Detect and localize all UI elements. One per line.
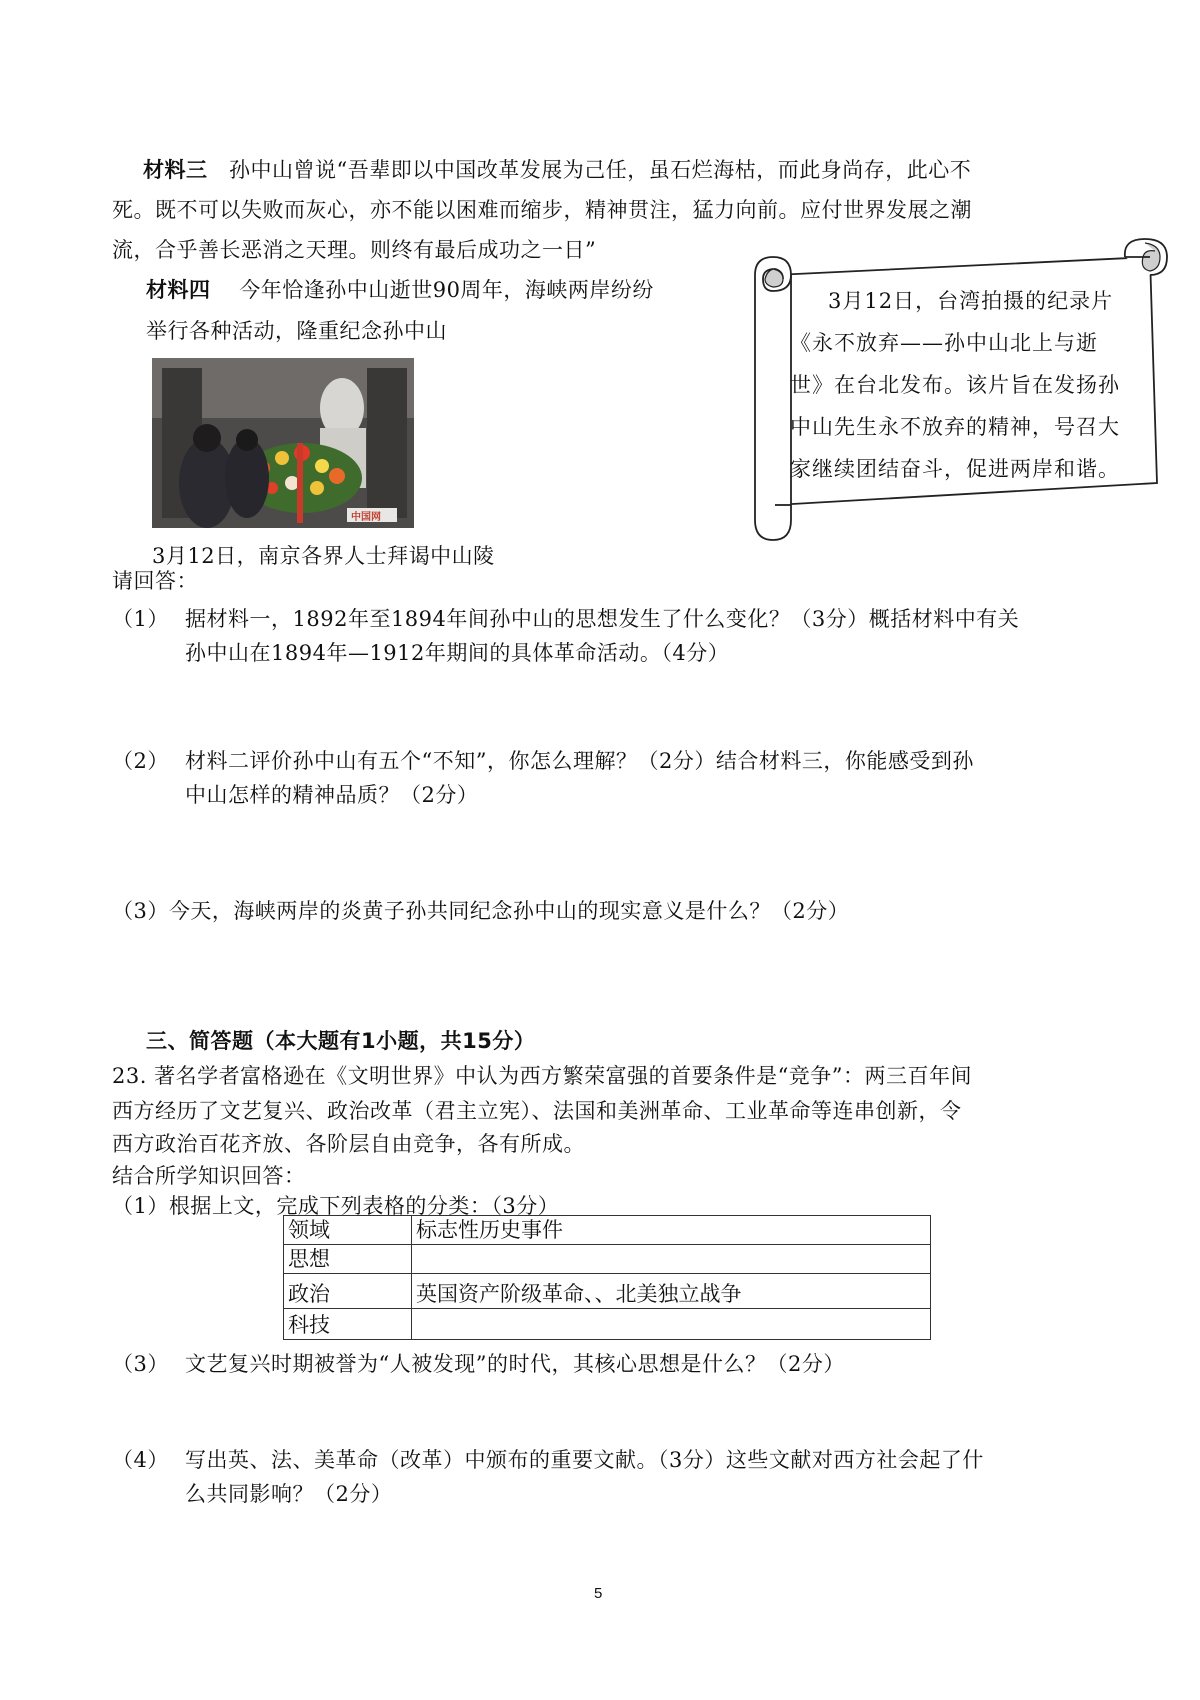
- q22-q1-num: （1）: [112, 607, 169, 631]
- q23-line1: 23. 著名学者富格逊在《文明世界》中认为西方繁荣富强的首要条件是“竞争”：两三百年间: [112, 1064, 973, 1088]
- table-row: [284, 1309, 931, 1340]
- table-cell: 思想: [284, 1245, 412, 1274]
- memorial-photo-illustration: [152, 358, 414, 528]
- scroll-line3: 世》在台北发布。该片旨在发扬孙: [790, 373, 1120, 397]
- q22-q2-line2: 中山怎样的精神品质？（2分）: [185, 783, 479, 807]
- material3-line1: 材料三 孙中山曾说“吾辈即以中国改革发展为己任，虽石烂海枯，而此身尚存，此心不: [143, 158, 972, 182]
- scroll-line4: 中山先生永不放弃的精神，号召大: [790, 415, 1120, 439]
- table-header-cell: 标志性历史事件: [412, 1216, 931, 1245]
- q23-q3: 文艺复兴时期被誉为“人被发现”的时代，其核心思想是什么？（2分）: [185, 1352, 845, 1376]
- q23-line3: 西方政治百花齐放、各阶层自由竞争，各有所成。: [112, 1132, 585, 1156]
- scroll-line1: 3月12日，台湾拍摄的纪录片: [828, 289, 1114, 313]
- material3-label: 材料三: [143, 158, 208, 182]
- q22-prompt: 请回答：: [112, 569, 198, 593]
- q23-q3-num: （3）: [112, 1352, 169, 1376]
- scroll-line2: 《永不放弃——孙中山北上与逝: [790, 331, 1098, 355]
- table-row: [284, 1245, 931, 1274]
- q22-q3: （3）今天，海峡两岸的炎黄子孙共同纪念孙中山的现实意义是什么？（2分）: [112, 899, 850, 923]
- photo-watermark: 中国网: [351, 512, 381, 523]
- q23-q4-line2: 么共同影响？（2分）: [185, 1482, 393, 1506]
- scroll-text: [790, 280, 1170, 490]
- q22-q1-line1: 据材料一，1892年至1894年间孙中山的思想发生了什么变化？（3分）概括材料中有关: [185, 607, 1020, 631]
- q23-q4-line1: 写出英、法、美革命（改革）中颁布的重要文献。（3分）这些文献对西方社会起了什: [185, 1448, 984, 1472]
- scroll-line5: 家继续团结奋斗，促进两岸和谐。: [790, 457, 1120, 481]
- q23-q4-num: （4）: [112, 1448, 169, 1472]
- table-cell: 政治: [284, 1274, 412, 1309]
- table-cell: [412, 1309, 931, 1340]
- q23-line2: 西方经历了文艺复兴、政治改革（君主立宪）、法国和美洲革命、工业革命等连串创新，令: [112, 1099, 962, 1123]
- table-header-cell: 领域: [284, 1216, 412, 1245]
- section3-heading: 三、简答题（本大题有1小题，共15分）: [146, 1029, 536, 1053]
- q23-q1: （1）根据上文，完成下列表格的分类：（3分）: [112, 1194, 560, 1218]
- q22-q2-line1: 材料二评价孙中山有五个“不知”，你怎么理解？（2分）结合材料三，你能感受到孙: [185, 749, 974, 773]
- table-cell: 科技: [284, 1309, 412, 1340]
- table-row: [284, 1274, 931, 1309]
- material3-line3: 流，合乎善长恶消之天理。则终有最后成功之一日”: [112, 238, 597, 262]
- classification-table: [283, 1215, 931, 1340]
- table-header-row: [284, 1216, 931, 1245]
- q23-prompt: 结合所学知识回答：: [112, 1164, 306, 1188]
- photo-caption: 3月12日，南京各界人士拜谒中山陵: [152, 544, 495, 568]
- memorial-photo: [152, 358, 414, 528]
- material4-label: 材料四: [146, 278, 211, 302]
- q22-q1-line2: 孙中山在1894年—1912年期间的具体革命活动。（4分）: [185, 641, 730, 665]
- material3-line2: 死。既不可以失败而灰心，亦不能以困难而缩步，精神贯注，猛力向前。应付世界发展之潮: [112, 198, 972, 222]
- table-cell: 英国资产阶级革命、、北美独立战争: [412, 1274, 931, 1309]
- page-number: 5: [594, 1585, 603, 1602]
- table-cell: [412, 1245, 931, 1274]
- material4-line2: 举行各种活动，隆重纪念孙中山: [146, 319, 447, 343]
- material4-line1: 材料四 今年恰逢孙中山逝世90周年，海峡两岸纷纷: [146, 278, 654, 302]
- q22-q2-num: （2）: [112, 749, 169, 773]
